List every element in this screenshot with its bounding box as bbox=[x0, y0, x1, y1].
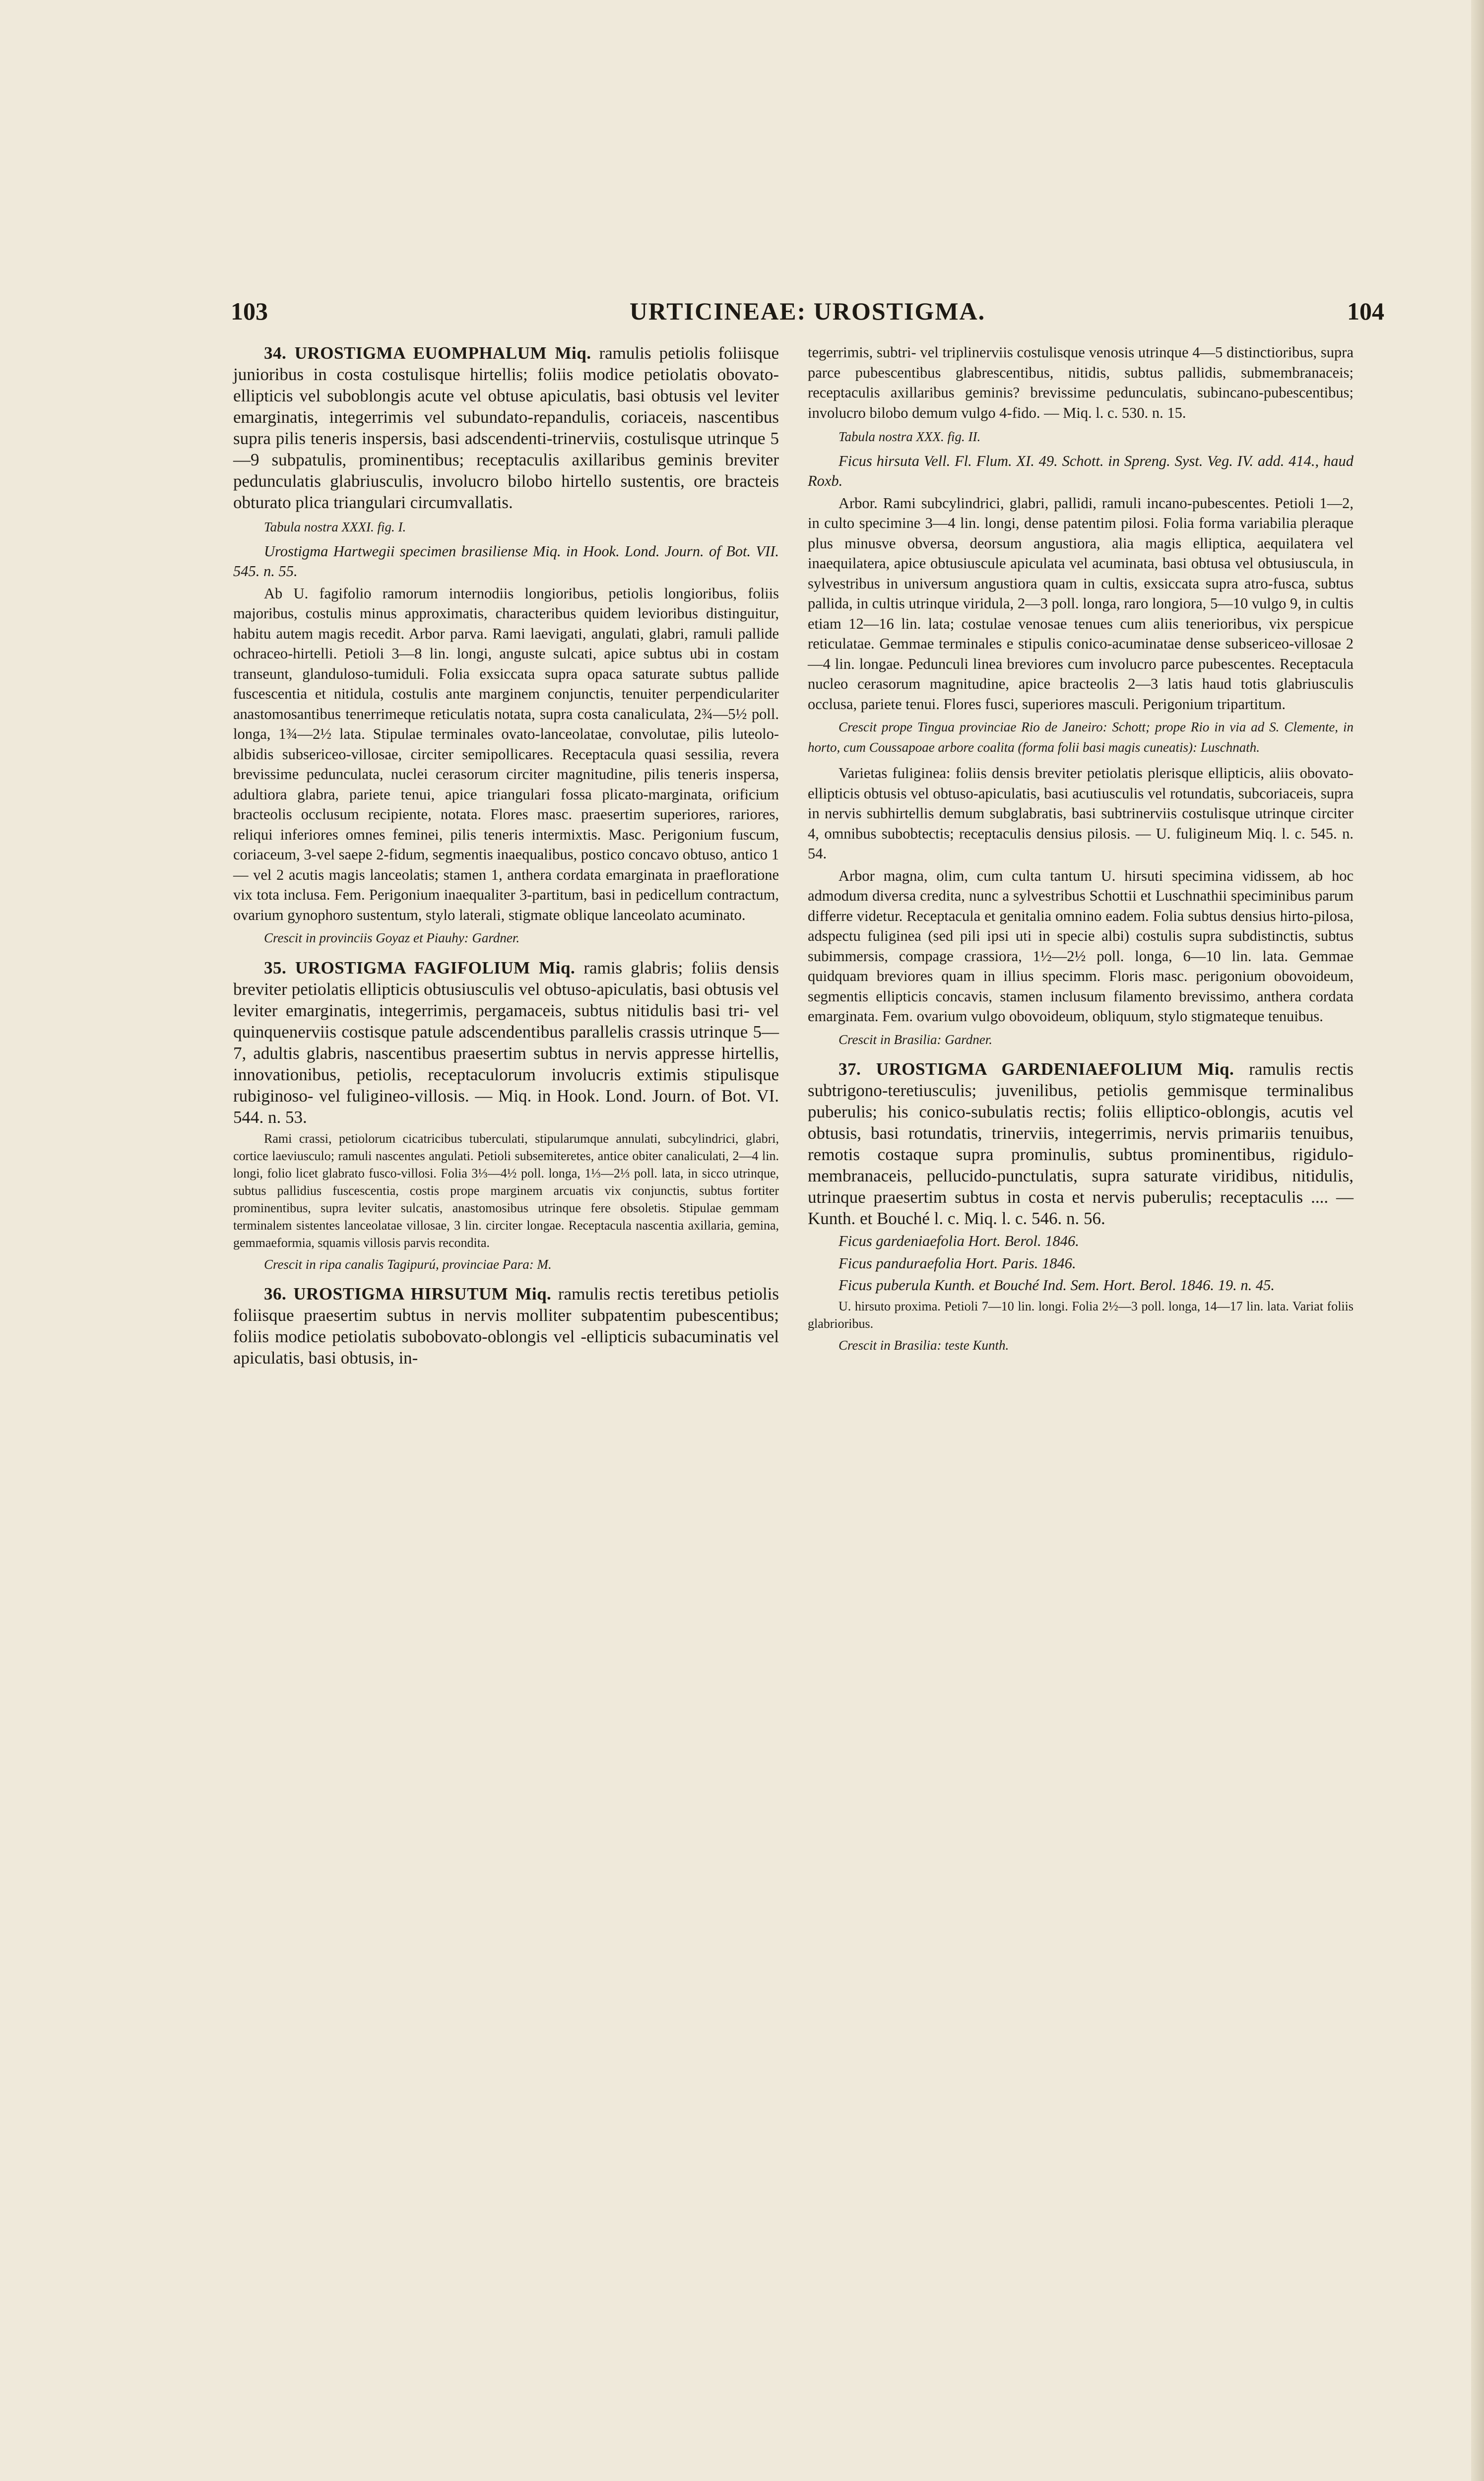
species-34-locality: Crescit in provinciis Goyaz et Piauhy: Gardner. bbox=[264, 930, 520, 945]
species-34-synonym: Urostigma Hartwegii specimen brasiliense Miq. in Hook. Lond. Journ. of Bot. VII. 545. n. 55. bbox=[233, 542, 779, 580]
species-36-plate-ref: Tabula nostra XXX. fig. II. bbox=[839, 429, 981, 444]
left-column bbox=[233, 342, 779, 1371]
species-36-heading: 36. UROSTIGMA HIRSUTUM Miq. bbox=[264, 1284, 552, 1304]
page-number-left: 103 bbox=[231, 297, 268, 325]
species-36-variety-description: Arbor magna, olim, cum culta tantum U. hirsuti specimina vidissem, ab hoc admodum diversa credita, nunc a sylvestribus Schottii et Luschnathii speciminibus parum differre videtur. Receptacula et genitalia omnino eadem. Folia subtus densius hirto-pilosa, adspectu fuliginea (sed pili ipsi uti in specie albi) costulis supra subdistinctis, subtus subimmersis, compage crassiora, 1½—2½ poll. longa, 6—10 lin. lata. Gemmae quidquam breviores quam in illius specimm. Floris masc. perigonium obovoideum, segmentis ellipticis concavis, stamen inclusum filamento brevissimo, anthera cordata emarginata. Fem. ovarium vulgo obovoideum, obliquum, stylo stigmateque tenuibus. bbox=[808, 867, 1354, 1025]
page-edge bbox=[1471, 0, 1484, 2481]
species-37-synonym-1: Ficus gardeniaefolia Hort. Berol. 1846. bbox=[839, 1233, 1079, 1249]
species-37-diagnosis: ramulis rectis subtrigono-teretiusculis; juvenilibus, petiolis gemmisque terminalibus puberulis; his conico-subulatis rectis; foliis elliptico-oblongis, acutis vel obtusis, basi rotundatis, trinerviis, integerrimis, nervis primariis tenuibus, remotis costaque supra prominulis, subtus prominentibus, rigidulo-membranaceis, pellucido-punctulatis, supra saturate viridibus, nitidulis, utrinque praesertim subtus in costa et nervis puberulis; receptaculis .... — Kunth. et Bouché l. c. Miq. l. c. 546. n. 56. bbox=[808, 1059, 1354, 1228]
species-34-description: Ab U. fagifolio ramorum internodiis longioribus, petiolis longioribus, foliis majoribus, costulis minus approximatis, characteribus quidem levioribus distinguitur, habitu autem magis recedit. Arbor parva. Rami laevigati, angulati, glabri, ramuli pallide ochraceo-hirtelli. Petioli 3—8 lin. longi, anguste sulcati, apice subtus ubi in costam transeunt, glanduloso-tumiduli. Folia exsiccata supra opaca saturate subtus pallide fuscescentia et nitidula, costulis ante marginem conjunctis, tenuiter perpendiculariter anastomosantibus tenerrimeque reticulatis notata, supra costa canaliculata, 2¾—5½ poll. longa, 1¾—2½ lata. Stipulae terminales ovato-lanceolatae, convolutae, pilis luteolo-albidis subsericeo-villosae, circiter semipollicares. Receptacula quasi sessilia, revera brevissime pedunculata, nuclei cerasorum circiter magnitudine, pilis teneris inspersa, adultiora glabra, pariete tenui, apice triangulari fossa plicato-marginata, orificium bracteolis occlusum recipiente, notata. Flores masc. praesertim superiores, rariores, reliqui inferiores omnes feminei, pilis teneris intermixtis. Masc. Perigonium fuscum, coriaceum, 3-vel saepe 2-fidum, segmentis inaequalibus, postico concavo obtuso, antico 1 — vel 2 acutis magis lanceolatis; stamen 1, anthera cordata emarginata in praefloratione vix tota inclusa. Fem. Perigonium inaequaliter 3-partitum, basi in pedicellum contractum, ovarium gynophoro sustentum, stylo laterali, stigmate oblique lanceolato acuminato. bbox=[233, 585, 779, 923]
species-34-entry bbox=[233, 342, 779, 513]
species-36-variety-locality: Crescit in Brasilia: Gardner. bbox=[839, 1032, 992, 1047]
species-37-synonym-3: Ficus puberula Kunth. et Bouché Ind. Sem. Hort. Berol. 1846. 19. n. 45. bbox=[839, 1277, 1275, 1294]
species-36-variety: Varietas fuliginea: foliis densis breviter petiolatis plerisque ellipticis, aliis obovato-ellipticis obtusis vel obtuso-apiculatis, basi acutiusculis vel rotundatis, subcoriaceis, supra in nervis subhirtellis demum subglabratis, basi subtrinerviis costulisque utrinque circiter 4, omnibus subobtectis; receptaculis densius pilosis. — U. fuligineum Miq. l. c. 545. n. 54. bbox=[808, 765, 1354, 862]
species-35-entry bbox=[233, 957, 779, 1128]
species-36-diagnosis: ramulis rectis teretibus petiolis foliisque praesertim subtus in nervis molliter subpatentim pubescentibus; foliis modice petiolatis subobovato-oblongis vel -ellipticis subacuminatis vel apiculatis, basi obtusis, in- bbox=[233, 1284, 779, 1368]
species-37-locality: Crescit in Brasilia: teste Kunth. bbox=[839, 1337, 1009, 1353]
page-number-right: 104 bbox=[1347, 297, 1384, 325]
species-35-description: Rami crassi, petiolorum cicatricibus tuberculati, stipularumque annulati, subcylindrici, glabri, cortice laeviusculo; ramuli nascentes angulati. Petioli subsemiteretes, antice obiter canaliculati, 2—4 lin. longi, folio licet glabrato fusco-villosi. Folia 3⅓—4½ poll. longa, 1⅓—2⅓ poll. lata, in sicco utrinque, subtus pallidius fuscescentia, costis prope marginem arcuatis vix conjunctis, subtus fortiter prominentibus, supra leviter sulcatis, anastomosibus utrinque fere obsoletis. Stipulae gemmam terminalem sistentes lanceolatae villosae, 3 lin. circiter longae. Receptacula nascentia axillaria, gemina, gemmaeformia, squamis villosis parvis recondita. bbox=[233, 1131, 779, 1250]
species-37-entry bbox=[808, 1058, 1354, 1229]
right-column bbox=[808, 342, 1354, 1361]
species-36-description: Arbor. Rami subcylindrici, glabri, pallidi, ramuli incano-pubescentes. Petioli 1—2, in culto specimine 3—4 lin. longi, dense patentim pilosi. Folia forma variabilia pleraque plus minusve obversa, deorsum angustiora, alia magis elliptica, aequilatera vel inaequilatera, apice obtusiuscule apiculata vel acuminata, basi obtusa vel obtusiuscula, in sylvestribus in universum angustiora quam in cultis, exsiccata supra atro-fusca, subtus pallida, in cultis utrinque viridula, 2—3 poll. longa, raro longiora, 5—10 vulgo 9, in cultis etiam 12—16 lin. lata; costulae venosae tenues cum aliis tenerioribus, vix perspicue reticulatae. Gemmae terminales e stipulis conico-acuminatae dense subsericeo-villosae 2—4 lin. longae. Pedunculi linea breviores cum involucro parce pubescentes. Receptacula nucleo cerasorum magnitudine, apice bracteolis 2—3 latis haud totis glabriusculis occlusa, pariete tenui. Flores fusci, superiores masculi. Perigonium tripartitum. bbox=[808, 494, 1354, 713]
species-36-locality: Crescit prope Tingua provinciae Rio de Janeiro: Schott; prope Rio in via ad S. Clemente, in horto, cum Coussapoae arbore coalita (forma folii basi magis cuneatis): Luschnath. bbox=[808, 719, 1354, 755]
species-36-diagnosis-continued: tegerrimis, subtri- vel triplinerviis costulisque venosis utrinque 4—5 distinctioribus, supra parce pubescentibus glabrescentibus, nitidis, subtus pallidis, submembranaceis; receptaculis axillaribus geminis? brevissime pedunculatis, subincano-pubescentibus; involucro bilobo demum vulgo 4-fido. — Miq. l. c. 530. n. 15. bbox=[808, 344, 1354, 421]
running-header bbox=[231, 297, 1384, 331]
species-37-description: U. hirsuto proxima. Petioli 7—10 lin. longi. Folia 2½—3 poll. longa, 14—17 lin. lata. Variat foliis glabrioribus. bbox=[808, 1299, 1354, 1331]
species-35-locality: Crescit in ripa canalis Tagipurú, provinciae Para: M. bbox=[264, 1256, 552, 1272]
species-37-heading: 37. UROSTIGMA GARDENIAEFOLIUM Miq. bbox=[839, 1059, 1234, 1079]
running-title: URTICINEAE: UROSTIGMA. bbox=[629, 297, 986, 325]
species-35-heading: 35. UROSTIGMA FAGIFOLIUM Miq. bbox=[264, 958, 576, 978]
species-34-diagnosis: ramulis petiolis foliisque junioribus in costa costulisque hirtellis; foliis modice petiolatis obovato-ellipticis vel suboblongis acute vel obtuse apiculatis, basi obtusis vel leviter emarginatis, integerrimis vel subundato-repandulis, coriaceis, nascentibus supra pilis teneris inspersis, basi adscendenti-trinerviis, costulisque utrinque 5—9 subpatulis, prominentibus; receptaculis axillaribus geminis breviter pedunculatis glabriusculis, involucro bilobo hirtello sustentis, ore bracteis obturato plica triangulari circumvallatis. bbox=[233, 343, 779, 512]
species-37-synonym-2: Ficus panduraefolia Hort. Paris. 1846. bbox=[839, 1254, 1076, 1272]
species-36-entry bbox=[233, 1283, 779, 1369]
species-34-plate-ref: Tabula nostra XXXI. fig. I. bbox=[264, 520, 406, 534]
species-34-heading: 34. UROSTIGMA EUOMPHALUM Miq. bbox=[264, 343, 591, 363]
species-36-synonym: Ficus hirsuta Vell. Fl. Flum. XI. 49. Schott. in Spreng. Syst. Veg. IV. add. 414., haud Roxb. bbox=[808, 452, 1354, 489]
species-35-diagnosis: ramis glabris; foliis densis breviter petiolatis ellipticis obtusiusculis vel obtuso-apiculatis, basi obtusis vel leviter emarginatis, integerrimis, pergamaceis, subtus nitidulis basi tri- vel quinquenerviis costisque patule adscendentibus parallelis crassis utrinque 5—7, adultis glabris, nascentibus praesertim subtus in nervis appresse hirtellis, innovationibus, petiolis, receptaculorum involucris extimis stipulisque rubiginoso- vel fuligineo-villosis. — Miq. in Hook. Lond. Journ. of Bot. VI. 544. n. 53. bbox=[233, 958, 779, 1127]
